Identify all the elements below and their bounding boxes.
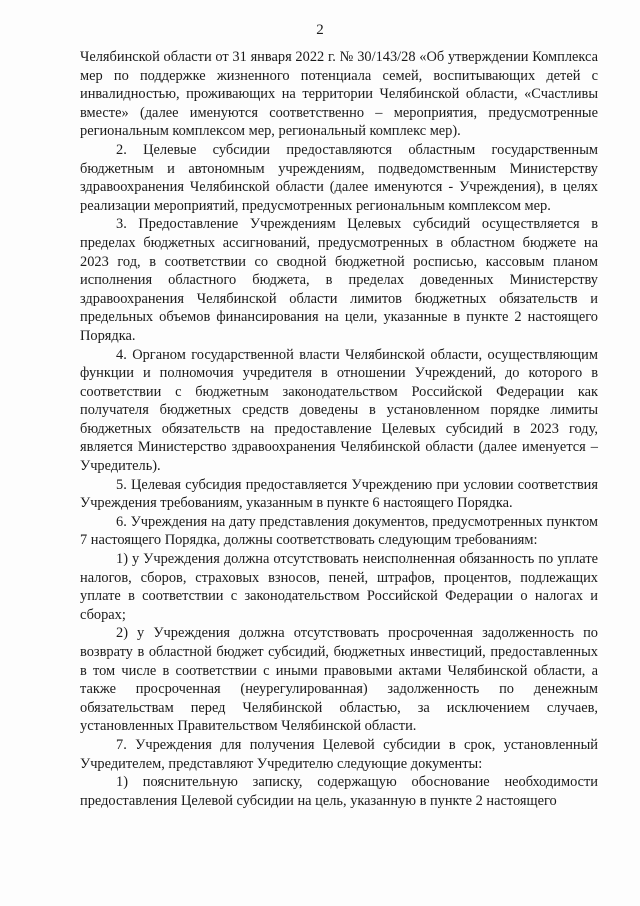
paragraph-item-5: 5. Целевая субсидия предоставляется Учреждению при условии соответствия Учреждения требованиям, указанным в пункте 6 настоящего Порядка. [80,476,598,512]
paragraph-continuation: Челябинской области от 31 января 2022 г. № 30/143/28 «Об утверждении Комплекса мер по поддержке жизненного потенциала семей, воспитывающих детей с инвалидностью, проживающих на территории Челябинской области, «Счастливы вместе» (далее именуются соответственно – мероприятия, предусмотренные региональным комплексом мер, региональный комплекс мер). [80,49,598,140]
paragraph-item-3: 3. Предоставление Учреждениям Целевых субсидий осуществляется в пределах бюджетных ассигнований, предусмотренных в областном бюджете на 2023 год, в соответствии со сводной бюджетной росписью, кассовым планом исполнения областного бюджета, в пределах доведенных Министерству здравоохранения Челябинской области лимитов бюджетных обязательств и предельных объемов финансирования на цели, указанные в пункте 2 настоящего Порядка. [80,216,598,344]
paragraph-item-6-sub-2: 2) у Учреждения должна отсутствовать просроченная задолженность по возврату в областной бюджет субсидий, бюджетных инвестиций, предоставленных в том числе в соответствии с иными правовыми актами Челябинской области, а также просроченная (неурегулированная) задолженность по денежным обязательствам перед Челябинской областью, за исключением случаев, установленных Правительством Челябинской области. [80,625,598,735]
page-number: 2 [316,22,324,38]
paragraph-item-2: 2. Целевые субсидии предоставляются областным государственным бюджетным и автономным учреждениям, подведомственным Министерству здравоохранения Челябинской области (далее именуются - Учреждения), в целях реализации мероприятий, предусмотренных региональным комплексом мер. [80,141,598,214]
paragraph-item-7: 7. Учреждения для получения Целевой субсидии в срок, установленный Учредителем, представляют Учредителю следующие документы: [80,736,598,772]
paragraph-item-4: 4. Органом государственной власти Челябинской области, осуществляющим функции и полномочия учредителя в отношении Учреждений, до которого в соответствии с бюджетным законодательством Российской Федерации как получателя бюджетных средств доведены в установленном порядке лимиты бюджетных обязательств на предоставление Целевых субсидий в 2023 году, является Министерство здравоохранения Челябинской области (далее именуется – Учредитель). [80,346,598,475]
document-body [80,48,598,810]
paragraph-item-7-sub-1: 1) пояснительную записку, содержащую обоснование необходимости предоставления Целевой субсидии на цель, указанную в пункте 2 настоящего [80,774,598,809]
paragraph-item-6: 6. Учреждения на дату представления документов, предусмотренных пунктом 7 настоящего Порядка, должны соответствовать следующим требованиям: [80,513,598,549]
paragraph-item-6-sub-1: 1) у Учреждения должна отсутствовать неисполненная обязанность по уплате налогов, сборов, страховых взносов, пеней, штрафов, процентов, подлежащих уплате в соответствии с законодательством Российской Федерации о налогах и сборах; [80,551,598,623]
